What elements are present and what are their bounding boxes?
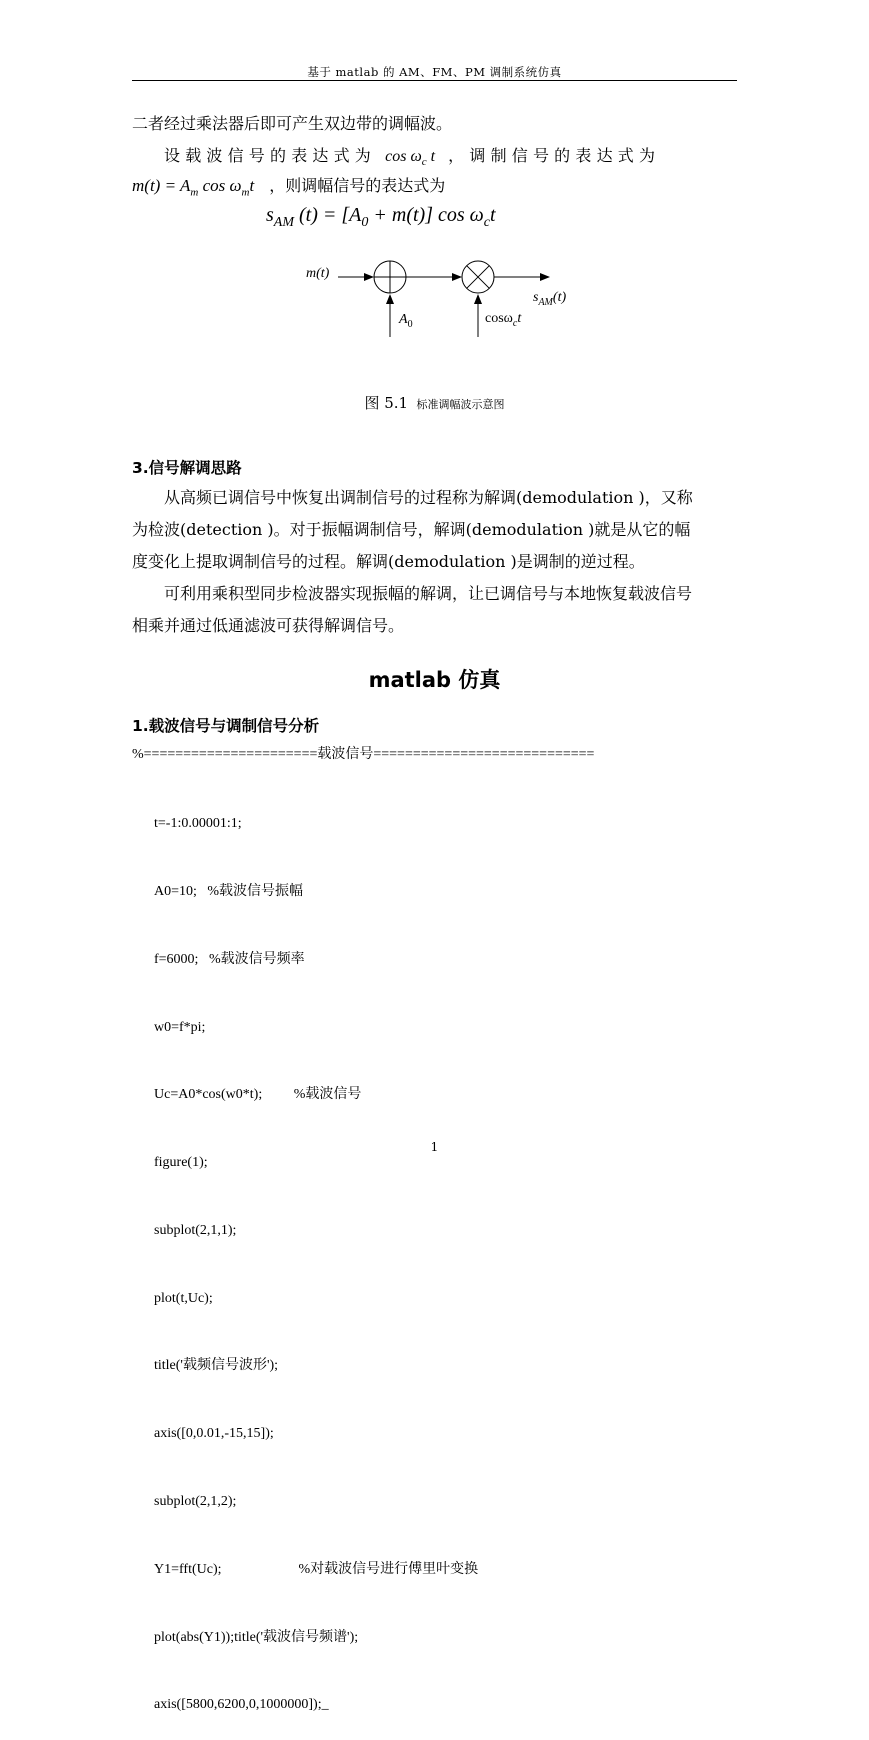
code-separator: %======================载波信号============================ [132, 747, 595, 762]
formula-part3: t [490, 204, 496, 226]
demod-line-5: 相乘并通过低通滤波可获得解调信号。 [132, 616, 405, 635]
mod-t: t [249, 176, 255, 195]
code-line: t=-1:0.00001:1; [154, 816, 242, 832]
section-heading-demodulation: 3.信号解调思路 [132, 459, 242, 477]
code-line: A0=10; %载波信号振幅 [154, 883, 304, 899]
code-line: subplot(2,1,2); [154, 1494, 237, 1509]
code-line: w0=f*pi; [154, 1019, 206, 1035]
figure-caption [0, 392, 869, 413]
formula-a-sub: 0 [361, 215, 369, 230]
header-rule [132, 80, 737, 81]
am-intro-text: ，则调幅信号的表达式为 [269, 176, 446, 195]
diagram-input-label [306, 266, 329, 282]
modulation-expression [132, 176, 255, 199]
diagram-output-s: s [533, 290, 539, 305]
formula-s: s [266, 204, 274, 226]
code-line: figure(1); [154, 1155, 208, 1171]
section-heading-carrier-analysis: 1.载波信号与调制信号分析 [132, 717, 320, 735]
carrier-text: 设载波信号的表达式为 [164, 146, 377, 165]
formula-part2: + m(t)] cos ω [368, 204, 484, 226]
demod-line-1: 从高频已调信号中恢复出调制信号的过程称为解调(demodulation )，又称 [164, 488, 693, 507]
demod-line-4: 可利用乘积型同步检波器实现振幅的解调，让已调信号与本地恢复载波信号 [164, 584, 693, 603]
code-line: axis([0,0.01,-15,15]); [154, 1426, 274, 1442]
paragraph-carrier-definition [164, 146, 660, 172]
paragraph-intro: 二者经过乘法器后即可产生双边带的调幅波。 [132, 114, 453, 133]
diagram-a0-label [399, 312, 413, 330]
diagram-cos-text: cosω [485, 311, 513, 326]
carrier-sub: c [421, 156, 427, 169]
code-line: Y1=fft(Uc); %对载波信号进行傅里叶变换 [154, 1561, 479, 1577]
am-formula [266, 204, 496, 231]
code-listing [154, 768, 478, 1740]
formula-w-sub: c [483, 215, 490, 230]
code-line: subplot(2,1,1); [154, 1222, 237, 1238]
multiplier-icon [462, 261, 494, 293]
mod-sub1: m [190, 186, 199, 199]
code-line: plot(t,Uc); [154, 1290, 213, 1306]
running-header: 基于 matlab 的 AM、FM、PM 调制系统仿真 [307, 65, 562, 79]
diagram-output-t: (t) [552, 290, 567, 305]
mod-cos: cos ω [198, 176, 242, 195]
formula-part1: (t) = [A [294, 204, 362, 226]
carrier-cos: cos ω [385, 148, 422, 165]
code-line: plot(abs(Y1));title('载波信号频谱'); [154, 1629, 359, 1645]
chapter-title: matlab 仿真 [368, 668, 501, 692]
carrier-expression [385, 148, 436, 169]
figure-number: 图 5.1 [364, 394, 409, 412]
modulation-text: ，调制信号的表达式为 [448, 146, 661, 165]
diagram-a0-text: A [399, 312, 408, 327]
figure-caption-text: 标准调幅波示意图 [416, 398, 505, 411]
code-line: title('载频信号波形'); [154, 1358, 279, 1374]
code-line: f=6000; %载波信号频率 [154, 951, 305, 967]
code-line: axis([5800,6200,0,1000000]);_ [154, 1697, 329, 1713]
diagram-a0-sub: 0 [407, 318, 413, 330]
formula-s-sub: AM [273, 215, 295, 230]
carrier-t: t [426, 148, 436, 165]
diagram-cos-t: t [517, 311, 522, 326]
mod-sub2: m [241, 186, 250, 199]
diagram-output-label [533, 290, 566, 308]
diagram-output-sub: AM [538, 296, 553, 308]
adder-icon [374, 261, 406, 293]
page-number: 1 [430, 1140, 439, 1154]
mod-part1: m(t) = A [132, 176, 191, 195]
diagram-input-text: m(t) [306, 266, 330, 281]
diagram-cos-label [485, 311, 521, 329]
code-line: Uc=A0*cos(w0*t); %载波信号 [154, 1087, 362, 1103]
diagram-cos-sub: c [512, 317, 518, 329]
demod-line-3: 度变化上提取调制信号的过程。解调(demodulation )是调制的逆过程。 [132, 552, 645, 571]
paragraph-modulation [132, 176, 445, 202]
demod-line-2: 为检波(detection )。对于振幅调制信号，解调(demodulation )就是从它的幅 [132, 520, 691, 539]
